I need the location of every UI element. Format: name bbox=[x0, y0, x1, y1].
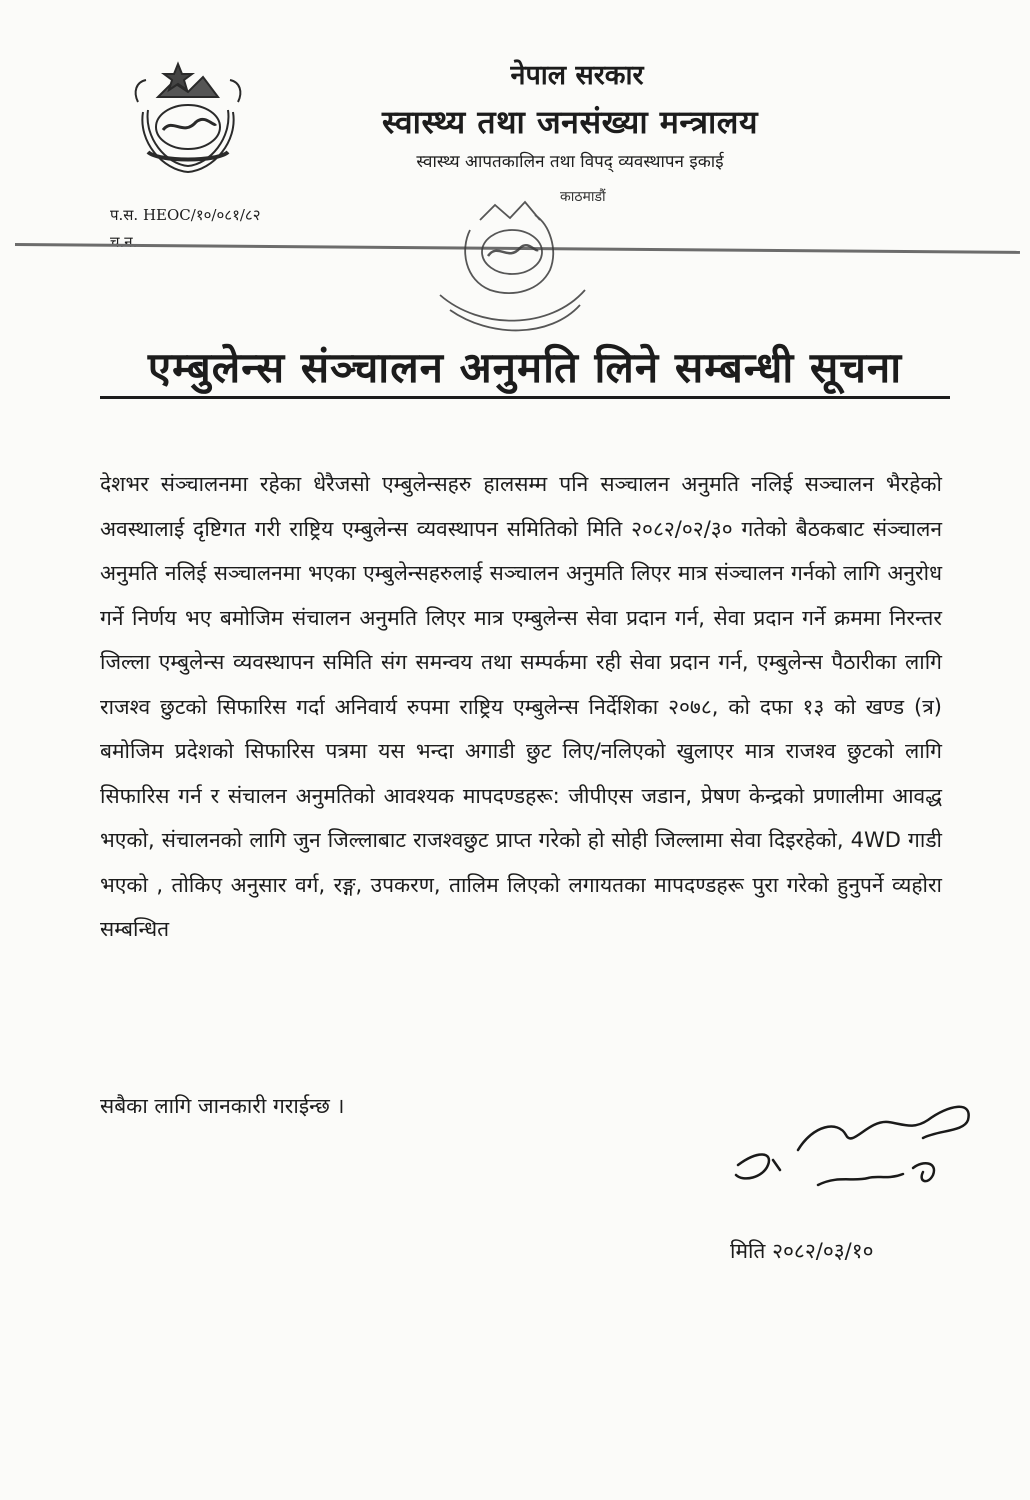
ministry-name: स्वास्थ्य तथा जनसंख्या मन्त्रालय bbox=[381, 103, 759, 141]
issue-date: मिति २०८२/०३/१० bbox=[730, 1239, 874, 1263]
notice-body: देशभर संञ्चालनमा रहेका धेरैजसो एम्बुलेन्सहरु हालसम्म पनि सञ्चालन अनुमति नलिई सञ्चालन भैरहेको अवस्थालाई दृष्टिगत गरी राष्ट्रिय एम्बुलेन्स व्यवस्थापन समितिको मिति २०८२/०२/३० गतेको बैठकबाट संञ्चालन अनुमति नलिई सञ्चालनमा भएका एम्बुलेन्सहरुलाई सञ्चालन अनुमति लिएर मात्र संञ्चालन गर्नको लागि अनुरोध गर्ने निर्णय भए बमोजिम संचालन अनुमति लिएर मात्र एम्बुलेन्स सेवा प्रदान गर्न, सेवा प्रदान गर्ने क्रममा निरन्तर जिल्ला एम्बुलेन्स व्यवस्थापन समिति संग समन्वय तथा सम्पर्कमा रही सेवा प्रदान गर्न, एम्बुलेन्स पैठारीका लागि राजश्व छुटको सिफारिस गर्दा अनिवार्य रुपमा राष्ट्रिय एम्बुलेन्स निर्देशिका २०७८, को दफा १३ को खण्ड (त्र) बमोजिम प्रदेशको सिफारिस पत्रमा यस भन्दा अगाडी छुट लिए/नलिएको खुलाएर मात्र राजश्व छुटको लागि सिफारिस गर्न र संचालन अनुमतिको आवश्यक मापदण्डहरू: जीपीएस जडान, प्रेषण केन्द्रको प्रणालीमा आवद्ध भएको, संचालनको लागि जुन जिल्लाबाट राजश्वछुट प्राप्त गरेको हो सोही जिल्लामा सेवा दिइरहेको, 4WD गाडी भएको , तोकिए अनुसार वर्ग, रङ्ग, उपकरण, तालिम लिएको लगायतका मापदण्डहरू पुरा गरेको हुनुपर्ने व्यहोरा सम्बन्धित bbox=[100, 472, 942, 941]
signature-icon bbox=[728, 1090, 988, 1230]
reference-block bbox=[110, 202, 261, 256]
nepal-emblem-icon bbox=[118, 52, 258, 182]
dispatch-number: च.न. bbox=[110, 233, 138, 251]
letter-number: प.स. HEOC/१०/०८१/८२ bbox=[110, 206, 261, 224]
title-underline bbox=[100, 396, 950, 399]
notice-title: एम्बुलेन्स संञ्चालन अनुमति लिने सम्बन्धी सूचना bbox=[147, 343, 903, 392]
letterhead bbox=[330, 55, 810, 172]
notice-closing: सबैका लागि जानकारी गराईन्छ । bbox=[100, 1094, 345, 1118]
unit-name: स्वास्थ्य आपतकालिन तथा विपद् व्यवस्थापन इकाई bbox=[416, 152, 724, 172]
unit-location: काठमाडौं bbox=[560, 189, 606, 205]
office-stamp-icon bbox=[420, 190, 610, 340]
government-name: नेपाल सरकार bbox=[510, 60, 644, 91]
